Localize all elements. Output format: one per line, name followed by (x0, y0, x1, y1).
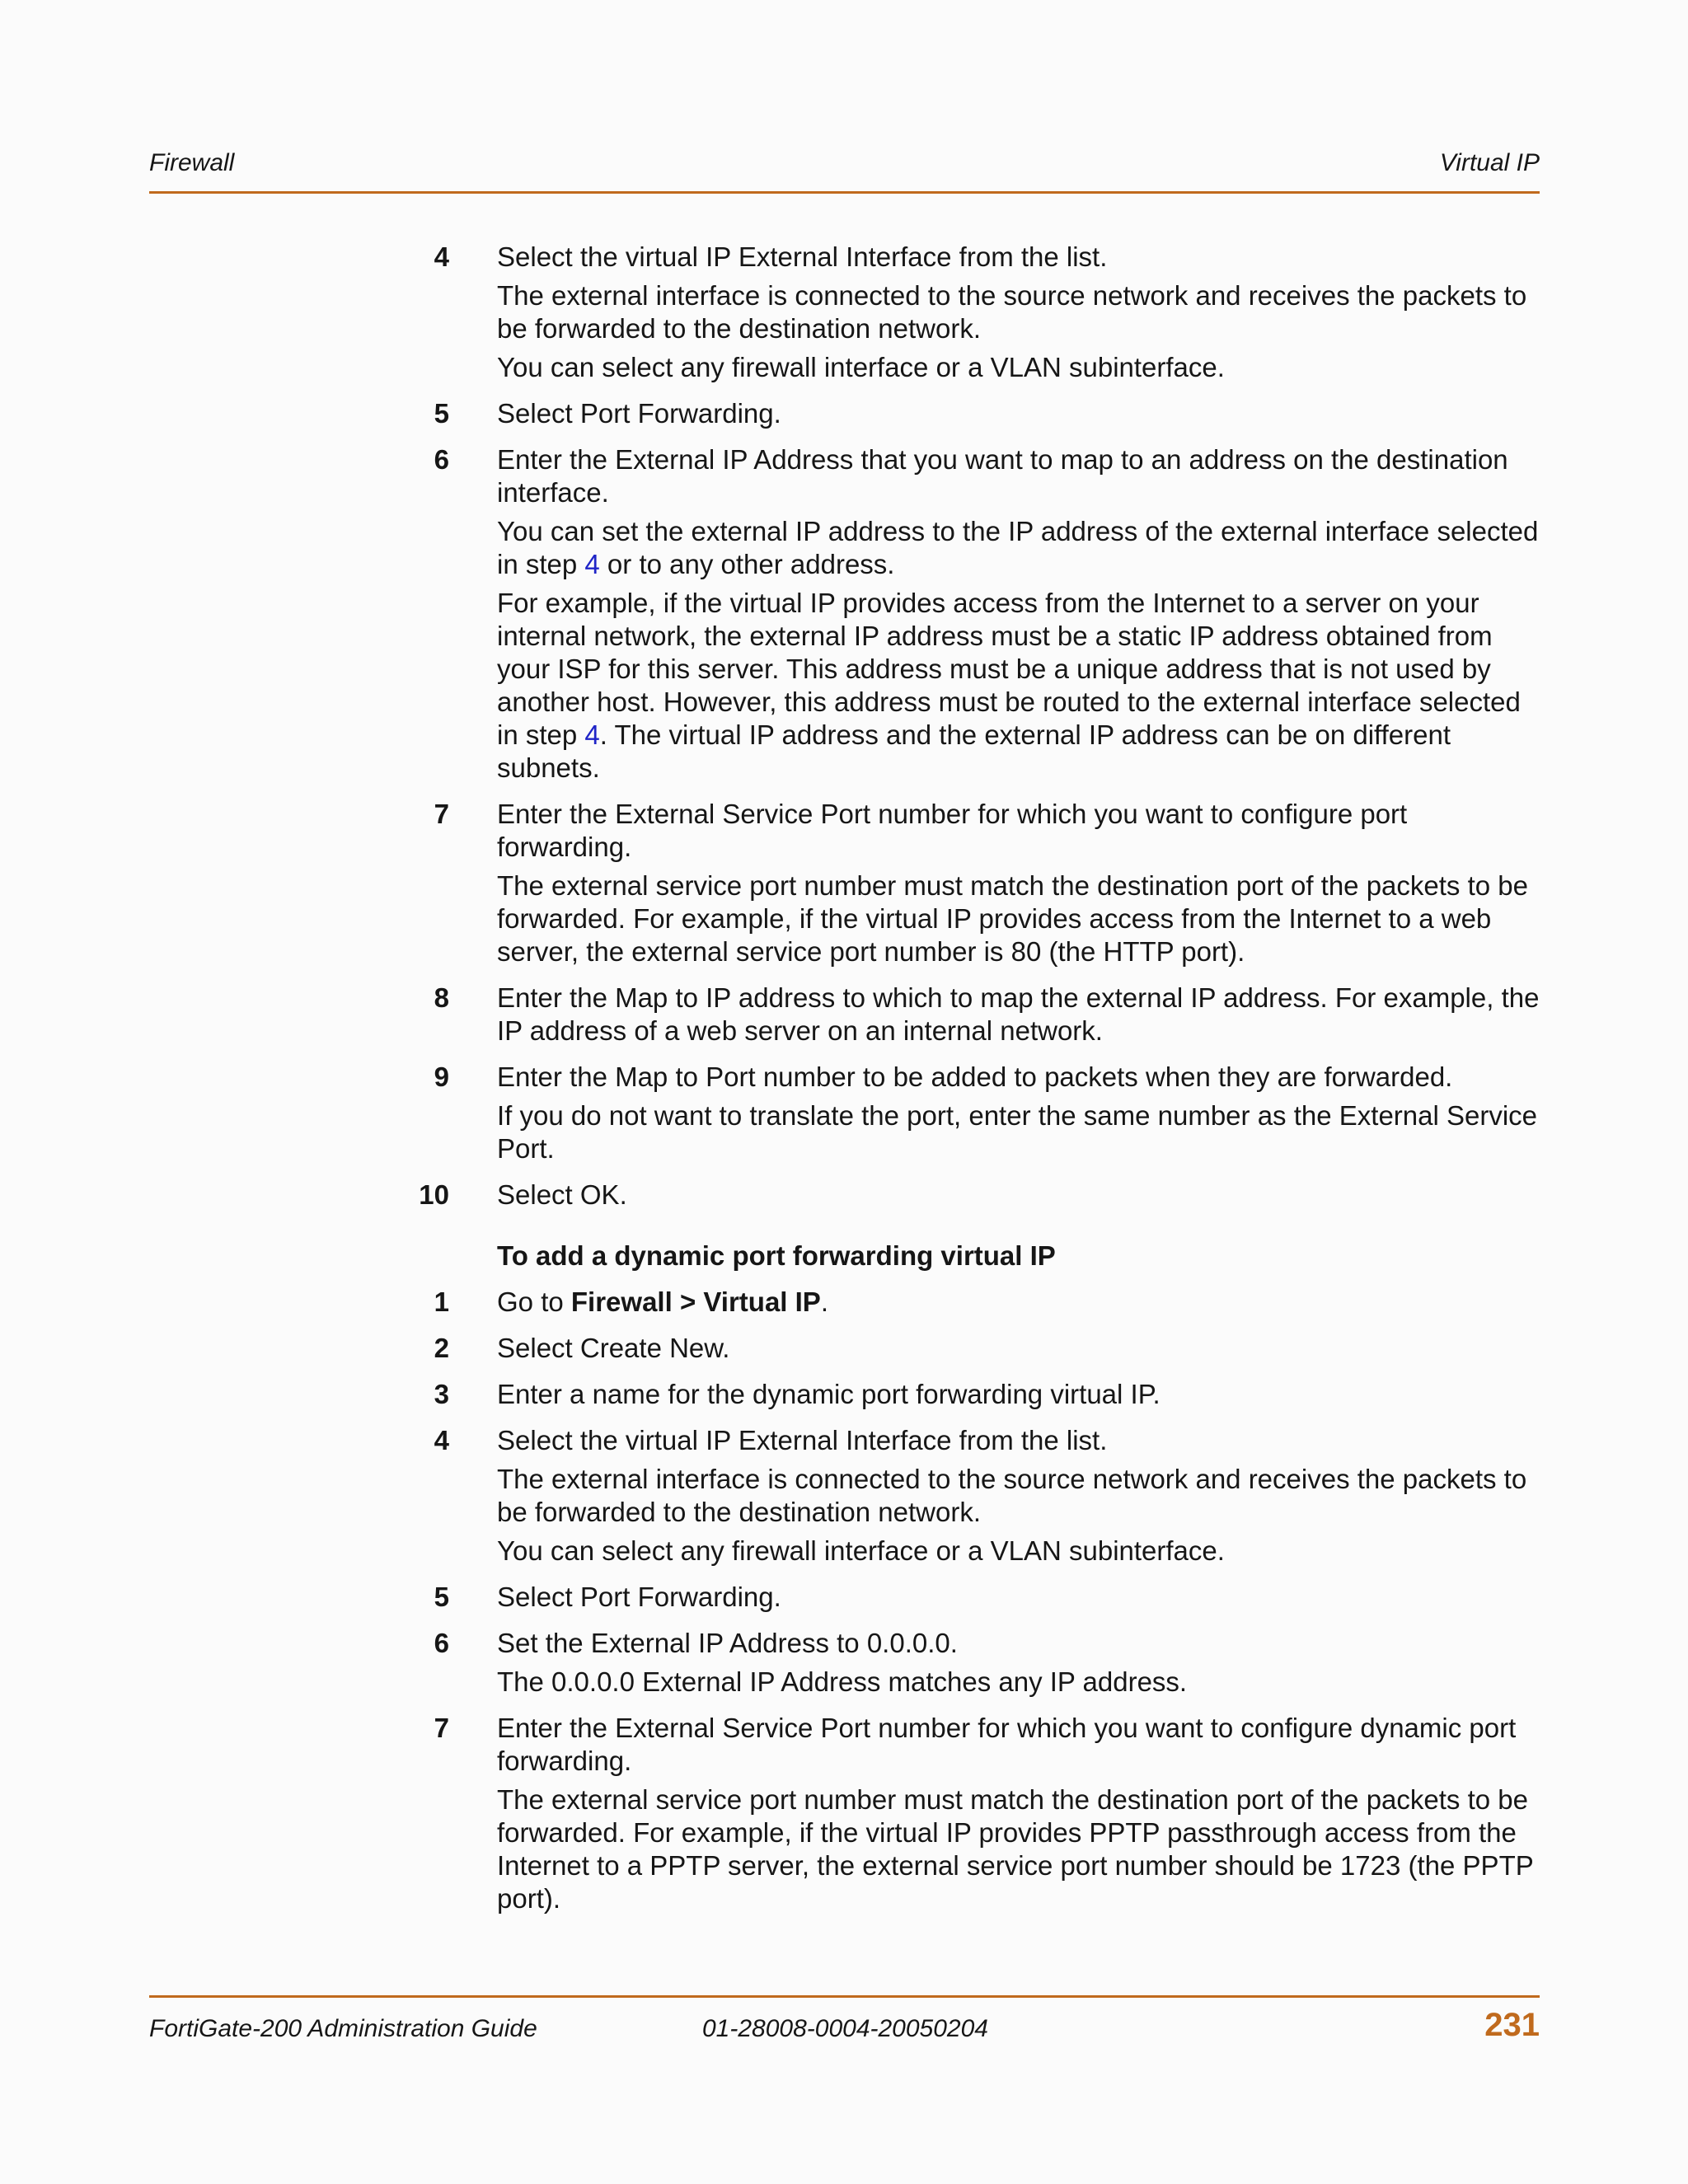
step-text: Select Port Forwarding. (497, 398, 781, 429)
footer-rule (149, 1995, 1540, 1998)
step-number: 8 (434, 982, 449, 1013)
step-number: 6 (434, 1628, 449, 1658)
step-number: 5 (434, 1582, 449, 1612)
step-number: 5 (434, 398, 449, 429)
page-footer (149, 2008, 1540, 2050)
step-note: You can select any firewall interface or a VLAN subinterface. (497, 1535, 1225, 1566)
step-text: Select Create New. (497, 1333, 730, 1363)
step-b-2 (408, 1332, 1545, 1365)
header-topic: Virtual IP (1439, 149, 1540, 176)
step-a-7 (408, 798, 1545, 968)
step-number: 4 (434, 241, 449, 272)
step-number: 1 (434, 1286, 449, 1317)
step-note: If you do not want to translate the port, enter the same number as the External Service Port. (497, 1100, 1538, 1164)
footer-guide-title: FortiGate-200 Administration Guide (149, 2015, 537, 2042)
step-a-4 (408, 241, 1545, 384)
step-text: Enter the External Service Port number for which you want to configure dynamic port forwarding. (497, 1713, 1517, 1776)
step-note (497, 587, 1545, 785)
step-number: 4 (434, 1425, 449, 1455)
step-b-1 (408, 1286, 1545, 1319)
step-text: Select Port Forwarding. (497, 1582, 781, 1612)
step-note: The 0.0.0.0 External IP Address matches any IP address. (497, 1666, 1188, 1697)
step-text: Set the External IP Address to 0.0.0.0. (497, 1628, 958, 1658)
step-a-10 (408, 1179, 1545, 1212)
menu-path: Firewall > Virtual IP (570, 1286, 821, 1317)
step-text: Select the virtual IP External Interface from the list. (497, 1425, 1108, 1455)
step-a-9 (408, 1061, 1545, 1165)
step-b-7 (408, 1712, 1545, 1915)
step-4-link[interactable]: 4 (584, 549, 600, 579)
step-number: 10 (419, 1179, 449, 1210)
step-text: Enter the External IP Address that you want to map to an address on the destination interface. (497, 444, 1508, 508)
header-rule (149, 191, 1540, 194)
step-number: 9 (434, 1062, 449, 1092)
step-text: Enter the Map to Port number to be added to packets when they are forwarded. (497, 1062, 1453, 1092)
step-b-5 (408, 1581, 1545, 1614)
step-4-link[interactable]: 4 (584, 719, 600, 750)
step-number: 7 (434, 799, 449, 829)
step-note (497, 515, 1545, 581)
step-text: Select OK. (497, 1179, 627, 1210)
step-a-8 (408, 982, 1545, 1047)
note-text: For example, if the virtual IP provides access from the Internet to a server on your internal network, the external IP address must be a static IP address obtained from your ISP for this server. This address must be a unique address that is not used by another host. However, this address must be routed to the external interface selected in step (497, 588, 1521, 750)
step-text: Enter the Map to IP address to which to map the external IP address. For example, the IP address of a web server on an internal network. (497, 982, 1540, 1046)
procedure-title: To add a dynamic port forwarding virtual IP (497, 1240, 1056, 1271)
step-b-6 (408, 1627, 1545, 1699)
note-text: You can set the external IP address to the IP address of the external interface selected in step (497, 516, 1539, 579)
step-text (497, 1286, 1545, 1319)
page-body (408, 241, 1545, 1929)
step-number: 2 (434, 1333, 449, 1363)
step-b-3 (408, 1378, 1545, 1411)
step-note: The external service port number must match the destination port of the packets to be forwarded. For example, if the virtual IP provides access from the Internet to a web server, the external service port number is 80 (the HTTP port). (497, 870, 1528, 967)
step-number: 7 (434, 1713, 449, 1743)
footer-doc-number: 01-28008-0004-20050204 (702, 2015, 988, 2042)
step-a-6 (408, 443, 1545, 785)
step-note: You can select any firewall interface or a VLAN subinterface. (497, 352, 1225, 382)
step-text: Select the virtual IP External Interface from the list. (497, 241, 1108, 272)
step-note: The external interface is connected to the source network and receives the packets to be forwarded to the destination network. (497, 280, 1527, 344)
step-text: Enter the External Service Port number for which you want to configure port forwarding. (497, 799, 1408, 862)
step-text-part: . (820, 1286, 828, 1317)
step-a-5 (408, 397, 1545, 430)
step-text: Enter a name for the dynamic port forwarding virtual IP. (497, 1379, 1160, 1409)
header-section: Firewall (149, 149, 235, 176)
step-number: 6 (434, 444, 449, 475)
step-number: 3 (434, 1379, 449, 1409)
step-text-part: Go to (497, 1286, 571, 1317)
note-text: . The virtual IP address and the external IP address can be on different subnets. (497, 719, 1451, 783)
page-number: 231 (1484, 2007, 1540, 2043)
step-note: The external service port number must match the destination port of the packets to be forwarded. For example, if the virtual IP provides PPTP passthrough access from the Internet to a PPTP server, the external service port number should be 1723 (the PPTP port). (497, 1784, 1534, 1914)
note-text: or to any other address. (599, 549, 895, 579)
step-note: The external interface is connected to the source network and receives the packets to be forwarded to the destination network. (497, 1464, 1527, 1527)
step-b-4 (408, 1424, 1545, 1568)
